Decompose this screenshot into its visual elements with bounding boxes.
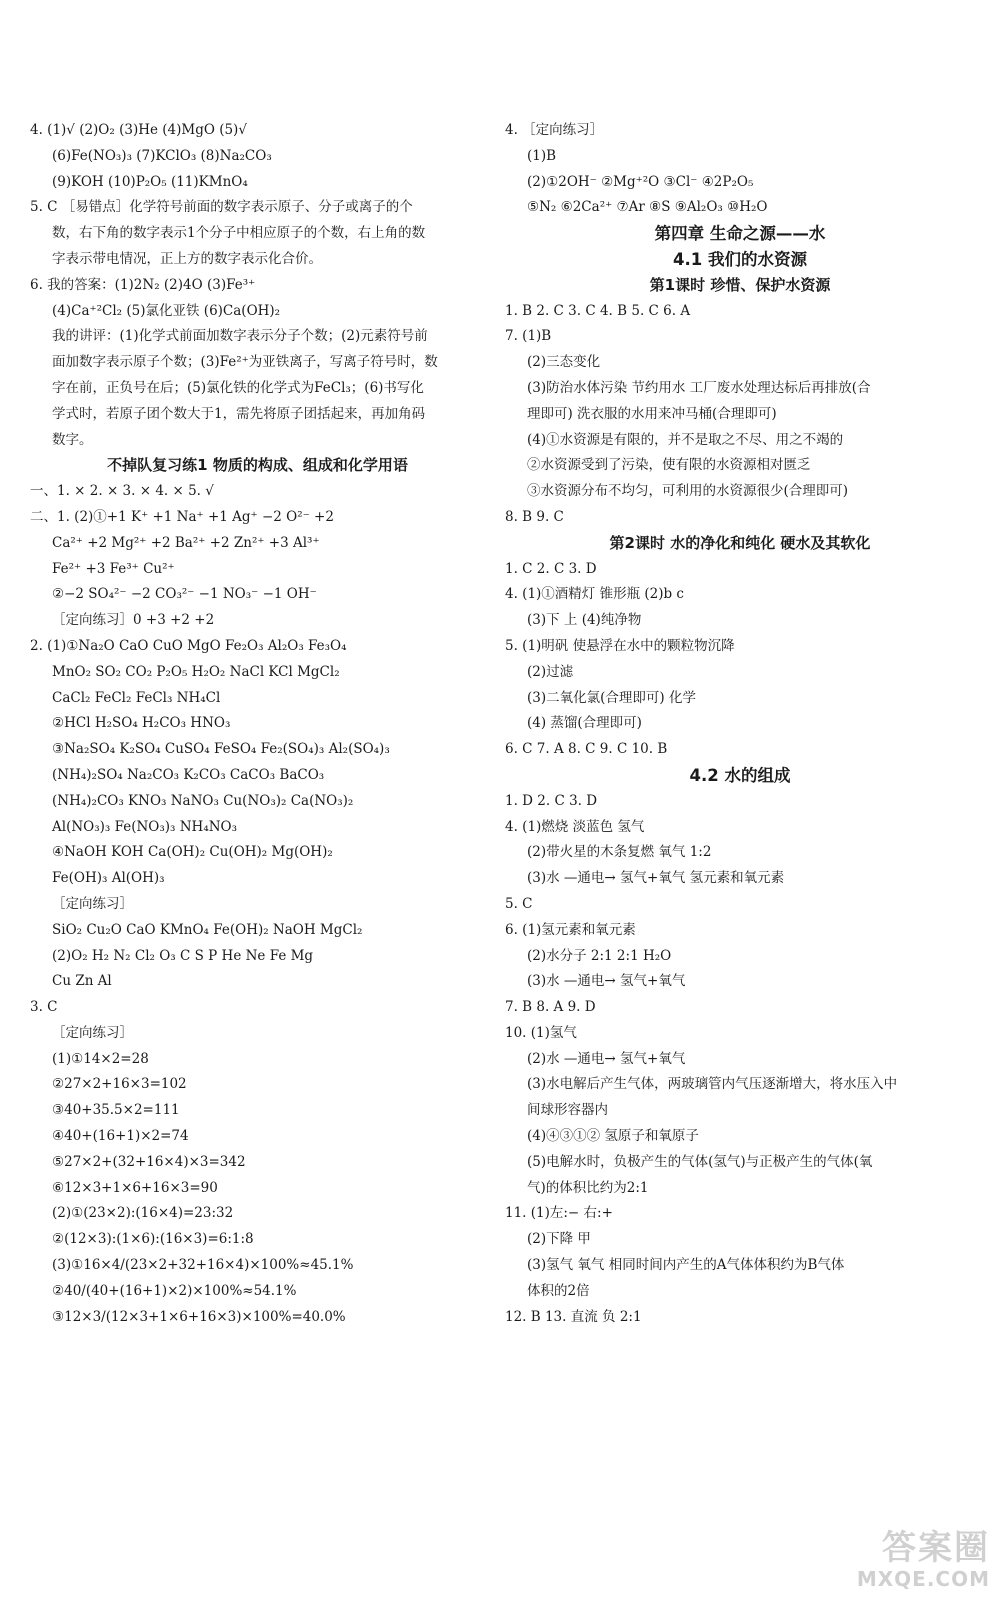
answer-line: (NH₄)₂CO₃ KNO₃ NaNO₃ Cu(NO₃)₂ Ca(NO₃)₂ bbox=[52, 792, 354, 809]
answer-line: ②40/(40+(16+1)×2)×100%≈54.1% bbox=[52, 1282, 297, 1299]
answer-line: 间球形容器内 bbox=[527, 1102, 608, 1119]
answer-line: 5. C ［易错点］化学符号前面的数字表示原子、分子或离子的个 bbox=[30, 199, 413, 216]
answer-line: Fe(OH)₃ Al(OH)₃ bbox=[52, 870, 165, 887]
answer-line: (1)①14×2=28 bbox=[52, 1050, 149, 1067]
answer-line: 1. C 2. C 3. D bbox=[505, 560, 597, 577]
answer-line: 6. C 7. A 8. C 9. C 10. B bbox=[505, 741, 668, 758]
answer-line: (5)电解水时，负极产生的气体(氢气)与正极产生的气体(氧 bbox=[527, 1153, 873, 1170]
section-heading: 4.2 水的组成 bbox=[689, 765, 791, 785]
answer-line: (2)①2OH⁻ ②Mg⁺²O ③Cl⁻ ④2P₂O₅ bbox=[527, 173, 754, 190]
answer-line: 5. C bbox=[505, 895, 533, 912]
answer-line: 面加数字表示原子个数；(3)Fe²⁺为亚铁离子，写离子符号时，数 bbox=[52, 354, 438, 371]
section-heading: 第四章 生命之源——水 bbox=[654, 224, 826, 244]
answer-line: 4. (1)√ (2)O₂ (3)He (4)MgO (5)√ bbox=[30, 122, 247, 138]
answer-line: ［定向练习］0 +3 +2 +2 bbox=[52, 612, 215, 629]
answer-line: ②水资源受到了污染，使有限的水资源相对匮乏 bbox=[527, 457, 811, 474]
answer-line: 7. (1)B bbox=[505, 328, 552, 345]
answer-line: 3. C bbox=[30, 999, 58, 1016]
answer-line: (4)Ca⁺²Cl₂ (5)氯化亚铁 (6)Ca(OH)₂ bbox=[52, 302, 281, 319]
answer-line: 理即可) 洗衣服的水用来冲马桶(合理即可) bbox=[527, 405, 777, 422]
answer-line: SiO₂ Cu₂O CaO KMnO₄ Fe(OH)₂ NaOH MgCl₂ bbox=[52, 921, 363, 938]
watermark-top: 答案圈 bbox=[882, 1528, 990, 1568]
answer-line: Fe²⁺ +3 Fe³⁺ Cu²⁺ bbox=[52, 560, 175, 577]
answer-line: (NH₄)₂SO₄ Na₂CO₃ K₂CO₃ CaCO₃ BaCO₃ bbox=[52, 766, 325, 783]
answer-line: (3)防治水体污染 节约用水 工厂废水处理达标后再排放(合 bbox=[527, 379, 871, 396]
answer-line: (9)KOH (10)P₂O₅ (11)KMnO₄ bbox=[52, 173, 248, 190]
answer-line: 字在前，正负号在后；(5)氯化铁的化学式为FeCl₃；(6)书写化 bbox=[52, 379, 424, 396]
section-heading: 第1课时 珍惜、保护水资源 bbox=[649, 275, 831, 294]
answer-line: ③40+35.5×2=111 bbox=[52, 1102, 180, 1119]
answer-line: ⑤N₂ ⑥2Ca²⁺ ⑦Ar ⑧S ⑨Al₂O₃ ⑩H₂O bbox=[527, 199, 768, 216]
answer-line: 8. B 9. C bbox=[505, 508, 564, 525]
answer-line: CaCl₂ FeCl₂ FeCl₃ NH₄Cl bbox=[52, 689, 221, 706]
answer-line: 2. (1)①Na₂O CaO CuO MgO Fe₂O₃ Al₂O₃ Fe₃O₄ bbox=[30, 637, 347, 654]
answer-line: (4) 蒸馏(合理即可) bbox=[527, 715, 642, 732]
answer-line: ④NaOH KOH Ca(OH)₂ Cu(OH)₂ Mg(OH)₂ bbox=[52, 844, 333, 861]
answer-line: ③12×3/(12×3+1×6+16×3)×100%=40.0% bbox=[52, 1308, 346, 1325]
answer-line: 体积的2倍 bbox=[527, 1282, 590, 1299]
answer-line: ［定向练习］ bbox=[52, 1024, 133, 1041]
answer-line: (3)水 —通电→ 氢气+氧气 氢元素和氧元素 bbox=[527, 870, 785, 887]
answer-line: ③水资源分布不均匀，可利用的水资源很少(合理即可) bbox=[527, 483, 849, 500]
answer-line: 12. B 13. 直流 负 2:1 bbox=[505, 1308, 642, 1325]
answer-line: 气)的体积比约为2:1 bbox=[527, 1179, 649, 1196]
answer-line: 6. 我的答案：(1)2N₂ (2)4O (3)Fe³⁺ bbox=[30, 276, 256, 293]
answer-line: 5. (1)明矾 使悬浮在水中的颗粒物沉降 bbox=[505, 637, 735, 654]
answer-line: 1. B 2. C 3. C 4. B 5. C 6. A bbox=[505, 302, 691, 319]
answer-line: 字表示带电情况，正上方的数字表示化合价。 bbox=[52, 250, 322, 267]
section-heading: 4.1 我们的水资源 bbox=[673, 249, 807, 269]
answer-line: ③Na₂SO₄ K₂SO₄ CuSO₄ FeSO₄ Fe₂(SO₄)₃ Al₂(SO₄)₃ bbox=[52, 741, 390, 758]
answer-line: ②(12×3):(1×6):(16×3)=6:1:8 bbox=[52, 1231, 254, 1248]
answer-line: 我的讲评：(1)化学式前面加数字表示分子个数；(2)元素符号前 bbox=[52, 328, 428, 345]
answer-line: ②−2 SO₄²⁻ −2 CO₃²⁻ −1 NO₃⁻ −1 OH⁻ bbox=[52, 586, 317, 603]
answer-line: ②HCl H₂SO₄ H₂CO₃ HNO₃ bbox=[52, 715, 231, 732]
watermark-bottom: MXQE.COM bbox=[856, 1567, 990, 1591]
answer-line: ⑥12×3+1×6+16×3=90 bbox=[52, 1179, 218, 1196]
answer-line: (2)水分子 2:1 2:1 H₂O bbox=[527, 947, 672, 964]
answer-line: (2)O₂ H₂ N₂ Cl₂ O₃ C S P He Ne Fe Mg bbox=[52, 947, 314, 964]
answer-line: (4)④③①② 氢原子和氧原子 bbox=[527, 1128, 699, 1145]
section-heading: 第2课时 水的净化和纯化 硬水及其软化 bbox=[609, 533, 871, 552]
answer-line: Cu Zn Al bbox=[52, 973, 112, 990]
section-heading: 不掉队复习练1 物质的构成、组成和化学用语 bbox=[107, 456, 408, 475]
answer-line: (2)过滤 bbox=[527, 663, 574, 680]
answer-line: (3)水电解后产生气体，两玻璃管内气压逐渐增大，将水压入中 bbox=[527, 1076, 898, 1093]
answer-line: ②27×2+16×3=102 bbox=[52, 1076, 187, 1093]
answer-line: (3)二氧化氯(合理即可) 化学 bbox=[527, 689, 696, 706]
left-column bbox=[30, 118, 485, 1330]
answer-line: 4. ［定向练习］ bbox=[505, 122, 604, 138]
answer-line: Ca²⁺ +2 Mg²⁺ +2 Ba²⁺ +2 Zn²⁺ +3 Al³⁺ bbox=[52, 534, 320, 551]
answer-line: (6)Fe(NO₃)₃ (7)KClO₃ (8)Na₂CO₃ bbox=[52, 147, 272, 164]
answer-line: 10. (1)氢气 bbox=[505, 1024, 577, 1041]
answer-line: 二、1. (2)①+1 K⁺ +1 Na⁺ +1 Ag⁺ −2 O²⁻ +2 bbox=[30, 508, 334, 525]
answer-line: 6. (1)氢元素和氧元素 bbox=[505, 921, 636, 938]
answer-line: (2)三态变化 bbox=[527, 354, 601, 371]
answer-line: ④40+(16+1)×2=74 bbox=[52, 1128, 189, 1145]
right-column bbox=[505, 118, 975, 1330]
answer-line: 一、1. × 2. × 3. × 4. × 5. √ bbox=[30, 483, 214, 500]
answer-line: (2)带火星的木条复燃 氧气 1:2 bbox=[527, 844, 712, 861]
answer-line: 4. (1)①酒精灯 锥形瓶 (2)b c bbox=[505, 586, 684, 603]
answer-line: MnO₂ SO₂ CO₂ P₂O₅ H₂O₂ NaCl KCl MgCl₂ bbox=[52, 663, 340, 680]
answer-line: 1. D 2. C 3. D bbox=[505, 792, 598, 809]
answer-line: (2)①(23×2):(16×4)=23:32 bbox=[52, 1205, 234, 1222]
answer-line: (3)水 —通电→ 氢气+氧气 bbox=[527, 973, 686, 990]
answer-line: (2)水 —通电→ 氢气+氧气 bbox=[527, 1050, 686, 1067]
watermark-logo bbox=[790, 1528, 990, 1594]
answer-line: (3)氢气 氧气 相同时间内产生的A气体体积约为B气体 bbox=[527, 1257, 845, 1274]
answer-line: ⑤27×2+(32+16×4)×3=342 bbox=[52, 1153, 246, 1170]
answer-line: 学式时，若原子团个数大于1，需先将原子团括起来，再加角码 bbox=[52, 405, 426, 422]
answer-line: ［定向练习］ bbox=[52, 895, 133, 912]
answer-line: 数字。 bbox=[52, 431, 93, 448]
answer-line: (3)下 上 (4)纯净物 bbox=[527, 612, 642, 629]
answer-line: 7. B 8. A 9. D bbox=[505, 999, 596, 1016]
answer-line: Al(NO₃)₃ Fe(NO₃)₃ NH₄NO₃ bbox=[52, 818, 238, 835]
answer-line: (4)①水资源是有限的，并不是取之不尽、用之不竭的 bbox=[527, 431, 844, 448]
answer-line: 4. (1)燃烧 淡蓝色 氢气 bbox=[505, 818, 645, 835]
answer-line: (3)①16×4/(23×2+32+16×4)×100%≈45.1% bbox=[52, 1257, 354, 1274]
answer-line: 数，右下角的数字表示1个分子中相应原子的个数，右上角的数 bbox=[52, 225, 426, 242]
answer-line: (2)下降 甲 bbox=[527, 1231, 591, 1248]
answer-line: (1)B bbox=[527, 147, 557, 164]
answer-line: 11. (1)左:− 右:+ bbox=[505, 1205, 613, 1222]
